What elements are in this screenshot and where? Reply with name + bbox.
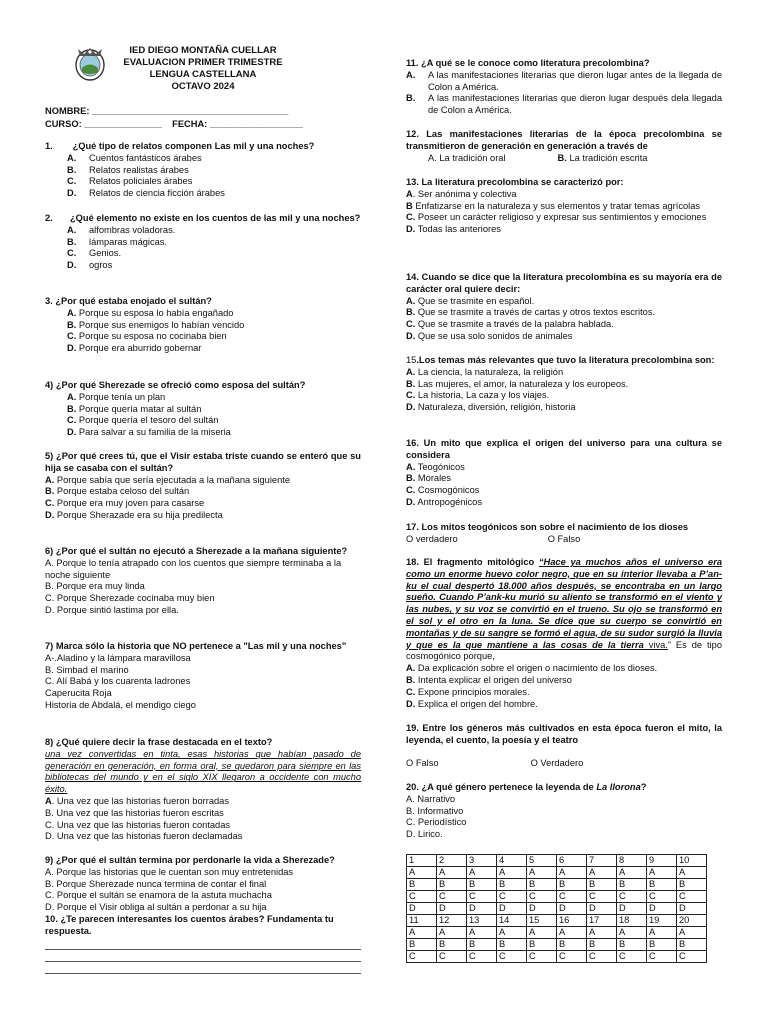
question-17: 17. Los mitos teogónicos son sobre el nacimiento de los dioses O verdadero O Falso xyxy=(406,522,689,544)
answer-key-cell[interactable]: C xyxy=(677,951,707,963)
answer-key-cell[interactable]: B xyxy=(527,879,557,891)
answer-key-cell[interactable]: A xyxy=(527,867,557,879)
question-20: 20. ¿A qué género pertenece la leyenda de La llorona? A. Narrativo B. Informativo C. Periodístico D. Lirico. xyxy=(406,782,647,840)
answer-line[interactable] xyxy=(45,950,361,962)
question-13: 13. La literatura precolombina se caracterizó por: A. Ser anónima y colectiva B Enfatizarse en la naturaleza y sus elementos y tratar temas agrícolas C. Poseer un carácter religioso y expresar sus sentimientos y emociones D. Todas las anteriores xyxy=(406,177,707,235)
nombre-field[interactable]: NOMBRE: ______________________________________ xyxy=(45,106,289,116)
answer-key-cell[interactable]: C xyxy=(527,891,557,903)
answer-key-cell[interactable]: 17 xyxy=(587,915,617,927)
question-11: 11. ¿A qué se le conoce como literatura precolombina? A. A las manifestaciones literarias que dieron lugar antes de la llegada de Colon a América. B. A las manifestaciones literarias que dieron lugar después dela llegada de Colon a América. xyxy=(406,58,722,116)
myth-fragment: “Hace ya muchos años el universo era como un enorme huevo color negro, que en su interior llevaba a P’an-ku el cual despertó 18.000 años después, se encontraba en un largo sueño. Cuando P’ank-ku murió su aliento se transformó en el viento y las nubes, y su voz se convirtió en el trueno. Su ojo se transformó en el sol y el otro en la luna. Se dice que su cuerpo se convirtió en montañas y de su sangre se formó el agua, de su sudor surgió la lluvia y que es la que mantiene a las cosas de la tierra xyxy=(406,557,722,650)
option-verdadero[interactable]: O Verdadero xyxy=(530,757,584,768)
answer-key-cell[interactable]: C xyxy=(677,891,707,903)
option-verdadero[interactable]: O verdadero xyxy=(406,533,458,544)
question-14: 14. Cuando se dice que la literatura precolombina es su mayoría era de carácter oral quiere decir: A. Que se trasmite en español. B. Que se trasmite a través de cartas y otros textos escritos. C. Que se trasmite a través de la palabra hablada. D. Que se usa solo sonidos de animales xyxy=(406,272,722,341)
answer-key-row xyxy=(407,879,707,891)
answer-key-cell[interactable]: C xyxy=(587,951,617,963)
answer-key-row xyxy=(407,891,707,903)
answer-key-cell[interactable]: B xyxy=(587,879,617,891)
question-12: 12. Las manifestaciones literarias de la época precolombina se transmitieron de generación en generación a través de A. La tradición oral B. La tradición escrita xyxy=(406,129,722,163)
answer-key-cell[interactable]: B xyxy=(677,939,707,951)
answer-key-cell[interactable]: D xyxy=(677,903,707,915)
answer-key-cell[interactable]: C xyxy=(617,951,647,963)
question-1: 1. ¿Qué tipo de relatos componen Las mil y una noches? A. Cuentos fantásticos árabes B. Relatos realistas árabes C. Relatos policiales árabes D. Relatos de ciencia ficción árabes xyxy=(45,141,315,199)
answer-key-cell[interactable]: B xyxy=(647,879,677,891)
answer-key-cell[interactable]: C xyxy=(527,951,557,963)
answer-key-cell[interactable]: A xyxy=(467,867,497,879)
answer-key-cell[interactable]: B xyxy=(557,879,587,891)
answer-key-cell[interactable]: 6 xyxy=(557,855,587,867)
question-6: 6) ¿Por qué el sultán no ejecutó a Sherezade a la mañana siguiente? A. Porque lo tenía atrapado con los cuentos que siempre terminaba a la noche siguiente B. Porque era muy linda C. Porque Sherezade cocinaba muy bien D. Porque sintió lastima por ella. xyxy=(45,546,348,615)
answer-key-cell[interactable]: 4 xyxy=(497,855,527,867)
answer-key-cell[interactable]: A xyxy=(467,927,497,939)
answer-key-cell[interactable]: A xyxy=(407,867,437,879)
question-8: 8) ¿Qué quiere decir la frase destacada en el texto? una vez convertidas en tinta, esas historias que habían pasado de generación en generación, en forma oral, se quedaron para siempre en las bibliotecas del mundo y en el siglo XIX llegaron a occidente con mucho éxito. A. Una vez que las historias fueron borradas B. Una vez que las historias fueron escritas C. Una vez que las historias fueron contadas D. Una vez que las historias fueron declamadas xyxy=(45,737,361,842)
answer-line[interactable] xyxy=(45,938,361,950)
answer-key-cell[interactable]: A xyxy=(647,927,677,939)
answer-key-cell[interactable]: 7 xyxy=(587,855,617,867)
answer-key-cell[interactable]: 12 xyxy=(437,915,467,927)
answer-key-cell[interactable]: 2 xyxy=(437,855,467,867)
answer-key-cell[interactable]: C xyxy=(497,951,527,963)
answer-key-cell[interactable]: 13 xyxy=(467,915,497,927)
answer-key-cell[interactable]: D xyxy=(527,903,557,915)
answer-key-cell[interactable]: B xyxy=(617,879,647,891)
answer-key-cell[interactable]: 16 xyxy=(557,915,587,927)
answer-key-cell[interactable]: A xyxy=(557,927,587,939)
question-10: 10. ¿Te parecen interesantes los cuentos árabes? Fundamenta tu respuesta. xyxy=(45,914,361,974)
answer-key-cell[interactable]: B xyxy=(527,939,557,951)
question-2: 2. ¿Qué elemento no existe en los cuentos de las mil y una noches? A. alfombras voladoras. B. lámparas mágicas. C. Genios. D. ogros xyxy=(45,213,361,271)
answer-key-cell[interactable]: B xyxy=(467,879,497,891)
answer-key-cell[interactable]: A xyxy=(617,927,647,939)
curso-field[interactable]: CURSO: _______________ xyxy=(45,119,162,129)
question-16: 16. Un mito que explica el origen del universo para una cultura se considera A. Teogónicos B. Morales C. Cosmogónicos D. Antropogénicos xyxy=(406,438,722,507)
answer-key-cell[interactable]: B xyxy=(497,879,527,891)
answer-key-cell[interactable]: 5 xyxy=(527,855,557,867)
answer-key-cell[interactable]: C xyxy=(647,891,677,903)
answer-key-cell[interactable]: B xyxy=(557,939,587,951)
answer-key-cell[interactable]: 15 xyxy=(527,915,557,927)
question-19: 19. Entre los géneros más cultivados en esta época fueron el mito, la leyenda, el cuento, la poesía y el teatro O Falso O Verdadero xyxy=(406,723,722,768)
answer-key-cell[interactable]: C xyxy=(497,891,527,903)
answer-key-cell[interactable]: B xyxy=(587,939,617,951)
student-fields xyxy=(45,105,361,131)
answer-key-cell[interactable]: A xyxy=(527,927,557,939)
answer-key-row xyxy=(407,951,707,963)
answer-key-cell[interactable]: A xyxy=(617,867,647,879)
answer-key-cell[interactable]: B xyxy=(437,939,467,951)
answer-key-cell[interactable]: 11 xyxy=(407,915,437,927)
answer-key-cell[interactable]: B xyxy=(437,879,467,891)
answer-key-cell[interactable]: B xyxy=(647,939,677,951)
answer-key-cell[interactable]: 9 xyxy=(647,855,677,867)
question-7: 7) Marca sólo la historia que NO pertenece a "Las mil y una noches" A-.Aladino y la lámpara maravillosa B. Simbad el marino C. Alí Babá y los cuarenta ladrones Caperucita Roja Historia de Abdalá, el mendigo ciego xyxy=(45,641,347,710)
option-falso[interactable]: O Falso xyxy=(547,533,581,544)
answer-key-cell[interactable]: A xyxy=(647,867,677,879)
answer-key-cell[interactable]: B xyxy=(677,879,707,891)
answer-key-cell[interactable]: D xyxy=(617,903,647,915)
document-header xyxy=(45,45,361,93)
answer-key-cell[interactable]: A xyxy=(677,867,707,879)
question-5: 5) ¿Por qué crees tú, que el Visir estaba triste cuando se enteró que su hija se casaba con el sultán? A. Porque sabía que sería ejecutada a la mañana siguiente B. Porque estaba celoso del sultán C. Porque era muy joven para casarse D. Porque Sherazade era su hija predilecta xyxy=(45,451,361,520)
question-18: 18. El fragmento mitológico “Hace ya muchos años el universo era como un enorme huevo color negro, que en su interior llevaba a P’an-ku el cual despertó 18.000 años después, se encontraba en un largo sueño. Cuando P’ank-ku murió su aliento se transformó en el viento y las nubes, y su voz se convirtió en el trueno. Su ojo se transformó en el sol y el otro en la luna. Se dice que su cuerpo se convirtió en montañas y de su sangre se formó el agua, de su sudor surgió la lluvia y que es la que mantiene a las cosas de la tierra viva.” Es de tipo cosmogónico porque, A. Da explicación sobre el origen o nacimiento de los dioses. B. Intenta explicar el origen del universo C. Expone principios morales. D. Explica el origen del hombre. xyxy=(406,557,722,709)
answer-key-row xyxy=(407,927,707,939)
answer-key-row xyxy=(407,867,707,879)
answer-key-cell[interactable]: C xyxy=(647,951,677,963)
answer-key-cell[interactable]: D xyxy=(407,903,437,915)
answer-key-table xyxy=(406,854,707,963)
answer-key-cell[interactable]: 14 xyxy=(497,915,527,927)
answer-key-cell[interactable]: C xyxy=(557,891,587,903)
answer-key-cell[interactable]: 10 xyxy=(677,855,707,867)
answer-key-cell[interactable]: 3 xyxy=(467,855,497,867)
answer-key-cell[interactable]: D xyxy=(467,903,497,915)
answer-key-cell[interactable]: 20 xyxy=(677,915,707,927)
answer-key-row xyxy=(407,903,707,915)
answer-key-cell[interactable]: C xyxy=(467,891,497,903)
answer-key-cell[interactable]: A xyxy=(587,867,617,879)
answer-key-cell[interactable]: 18 xyxy=(617,915,647,927)
answer-key-cell[interactable]: B xyxy=(497,939,527,951)
answer-key-cell[interactable]: 1 xyxy=(407,855,437,867)
answer-key-cell[interactable]: C xyxy=(407,891,437,903)
answer-key-cell[interactable]: C xyxy=(407,951,437,963)
grade: OCTAVO 2024 xyxy=(171,81,235,92)
answer-key-cell[interactable]: A xyxy=(587,927,617,939)
answer-key-row xyxy=(407,939,707,951)
answer-key-cell[interactable]: C xyxy=(557,951,587,963)
question-15: 15.Los temas más relevantes que tuvo la literatura precolombina son: A. La ciencia, la naturaleza, la religión B. Las mujeres, el amor, la naturaleza y los europeos. C. La historia, La caza y los viajes. D. Naturaleza, diversión, religión, historia xyxy=(406,355,715,413)
answer-key-cell[interactable]: 8 xyxy=(617,855,647,867)
answer-key-cell[interactable]: 19 xyxy=(647,915,677,927)
answer-key-cell[interactable]: A xyxy=(677,927,707,939)
question-4: 4) ¿Por qué Sherezade se ofreció como esposa del sultán? A. Porque tenía un plan B. Porque quería matar al sultán C. Porque quería el tesoro del sultán D. Para salvar a su familia de la miseria xyxy=(45,380,306,438)
highlighted-quote: una vez convertidas en tinta, esas historias que habían pasado de generación en generación, en forma oral, se quedaron para siempre en las bibliotecas del mundo y en el siglo XIX llegaron a occidente con mucho éxito. xyxy=(45,748,361,795)
answer-key-cell[interactable]: A xyxy=(497,867,527,879)
answer-key-cell[interactable]: B xyxy=(407,879,437,891)
answer-key-cell[interactable]: C xyxy=(467,951,497,963)
answer-key-cell[interactable]: B xyxy=(467,939,497,951)
answer-key-cell[interactable]: A xyxy=(497,927,527,939)
answer-key-cell[interactable]: C xyxy=(437,951,467,963)
answer-key-cell[interactable]: D xyxy=(497,903,527,915)
question-9: 9) ¿Por qué el sultán termina por perdonarle la vida a Sherezade? A. Porque las historias que le cuentan son muy entretenidas B. Porque Sherezade nunca termina de contar el final C. Porque el sultán se enamora de la astuta muchacha D. Porque el Visir obliga al sultán a perdonar a su hija xyxy=(45,855,335,913)
answer-key-row xyxy=(407,915,707,927)
answer-key-cell[interactable]: A xyxy=(437,927,467,939)
exam-title: EVALUACION PRIMER TRIMESTRE xyxy=(123,57,283,68)
option-falso[interactable]: O Falso xyxy=(406,757,439,768)
answer-key-cell[interactable]: A xyxy=(407,927,437,939)
answer-key-cell[interactable]: D xyxy=(437,903,467,915)
answer-key-cell[interactable]: B xyxy=(617,939,647,951)
answer-key-row xyxy=(407,855,707,867)
answer-key-cell[interactable]: D xyxy=(557,903,587,915)
answer-key-cell[interactable]: A xyxy=(437,867,467,879)
answer-key-cell[interactable]: B xyxy=(407,939,437,951)
subject: LENGUA CASTELLANA xyxy=(149,69,257,80)
answer-key-cell[interactable]: A xyxy=(557,867,587,879)
answer-key-cell[interactable]: D xyxy=(647,903,677,915)
answer-key-cell[interactable]: C xyxy=(617,891,647,903)
answer-key-cell[interactable]: C xyxy=(587,891,617,903)
answer-key-cell[interactable]: C xyxy=(437,891,467,903)
answer-key-cell[interactable]: D xyxy=(587,903,617,915)
school-name: IED DIEGO MONTAÑA CUELLAR xyxy=(129,45,277,56)
fecha-field[interactable]: FECHA: __________________ xyxy=(172,119,303,129)
answer-line[interactable] xyxy=(45,962,361,974)
question-3: 3. ¿Por qué estaba enojado el sultán? A. Porque su esposa lo había engañado B. Porque sus enemigos lo habían vencido C. Porque su esposa no cocinaba bien D. Porque era aburrido gobernar xyxy=(45,296,245,354)
